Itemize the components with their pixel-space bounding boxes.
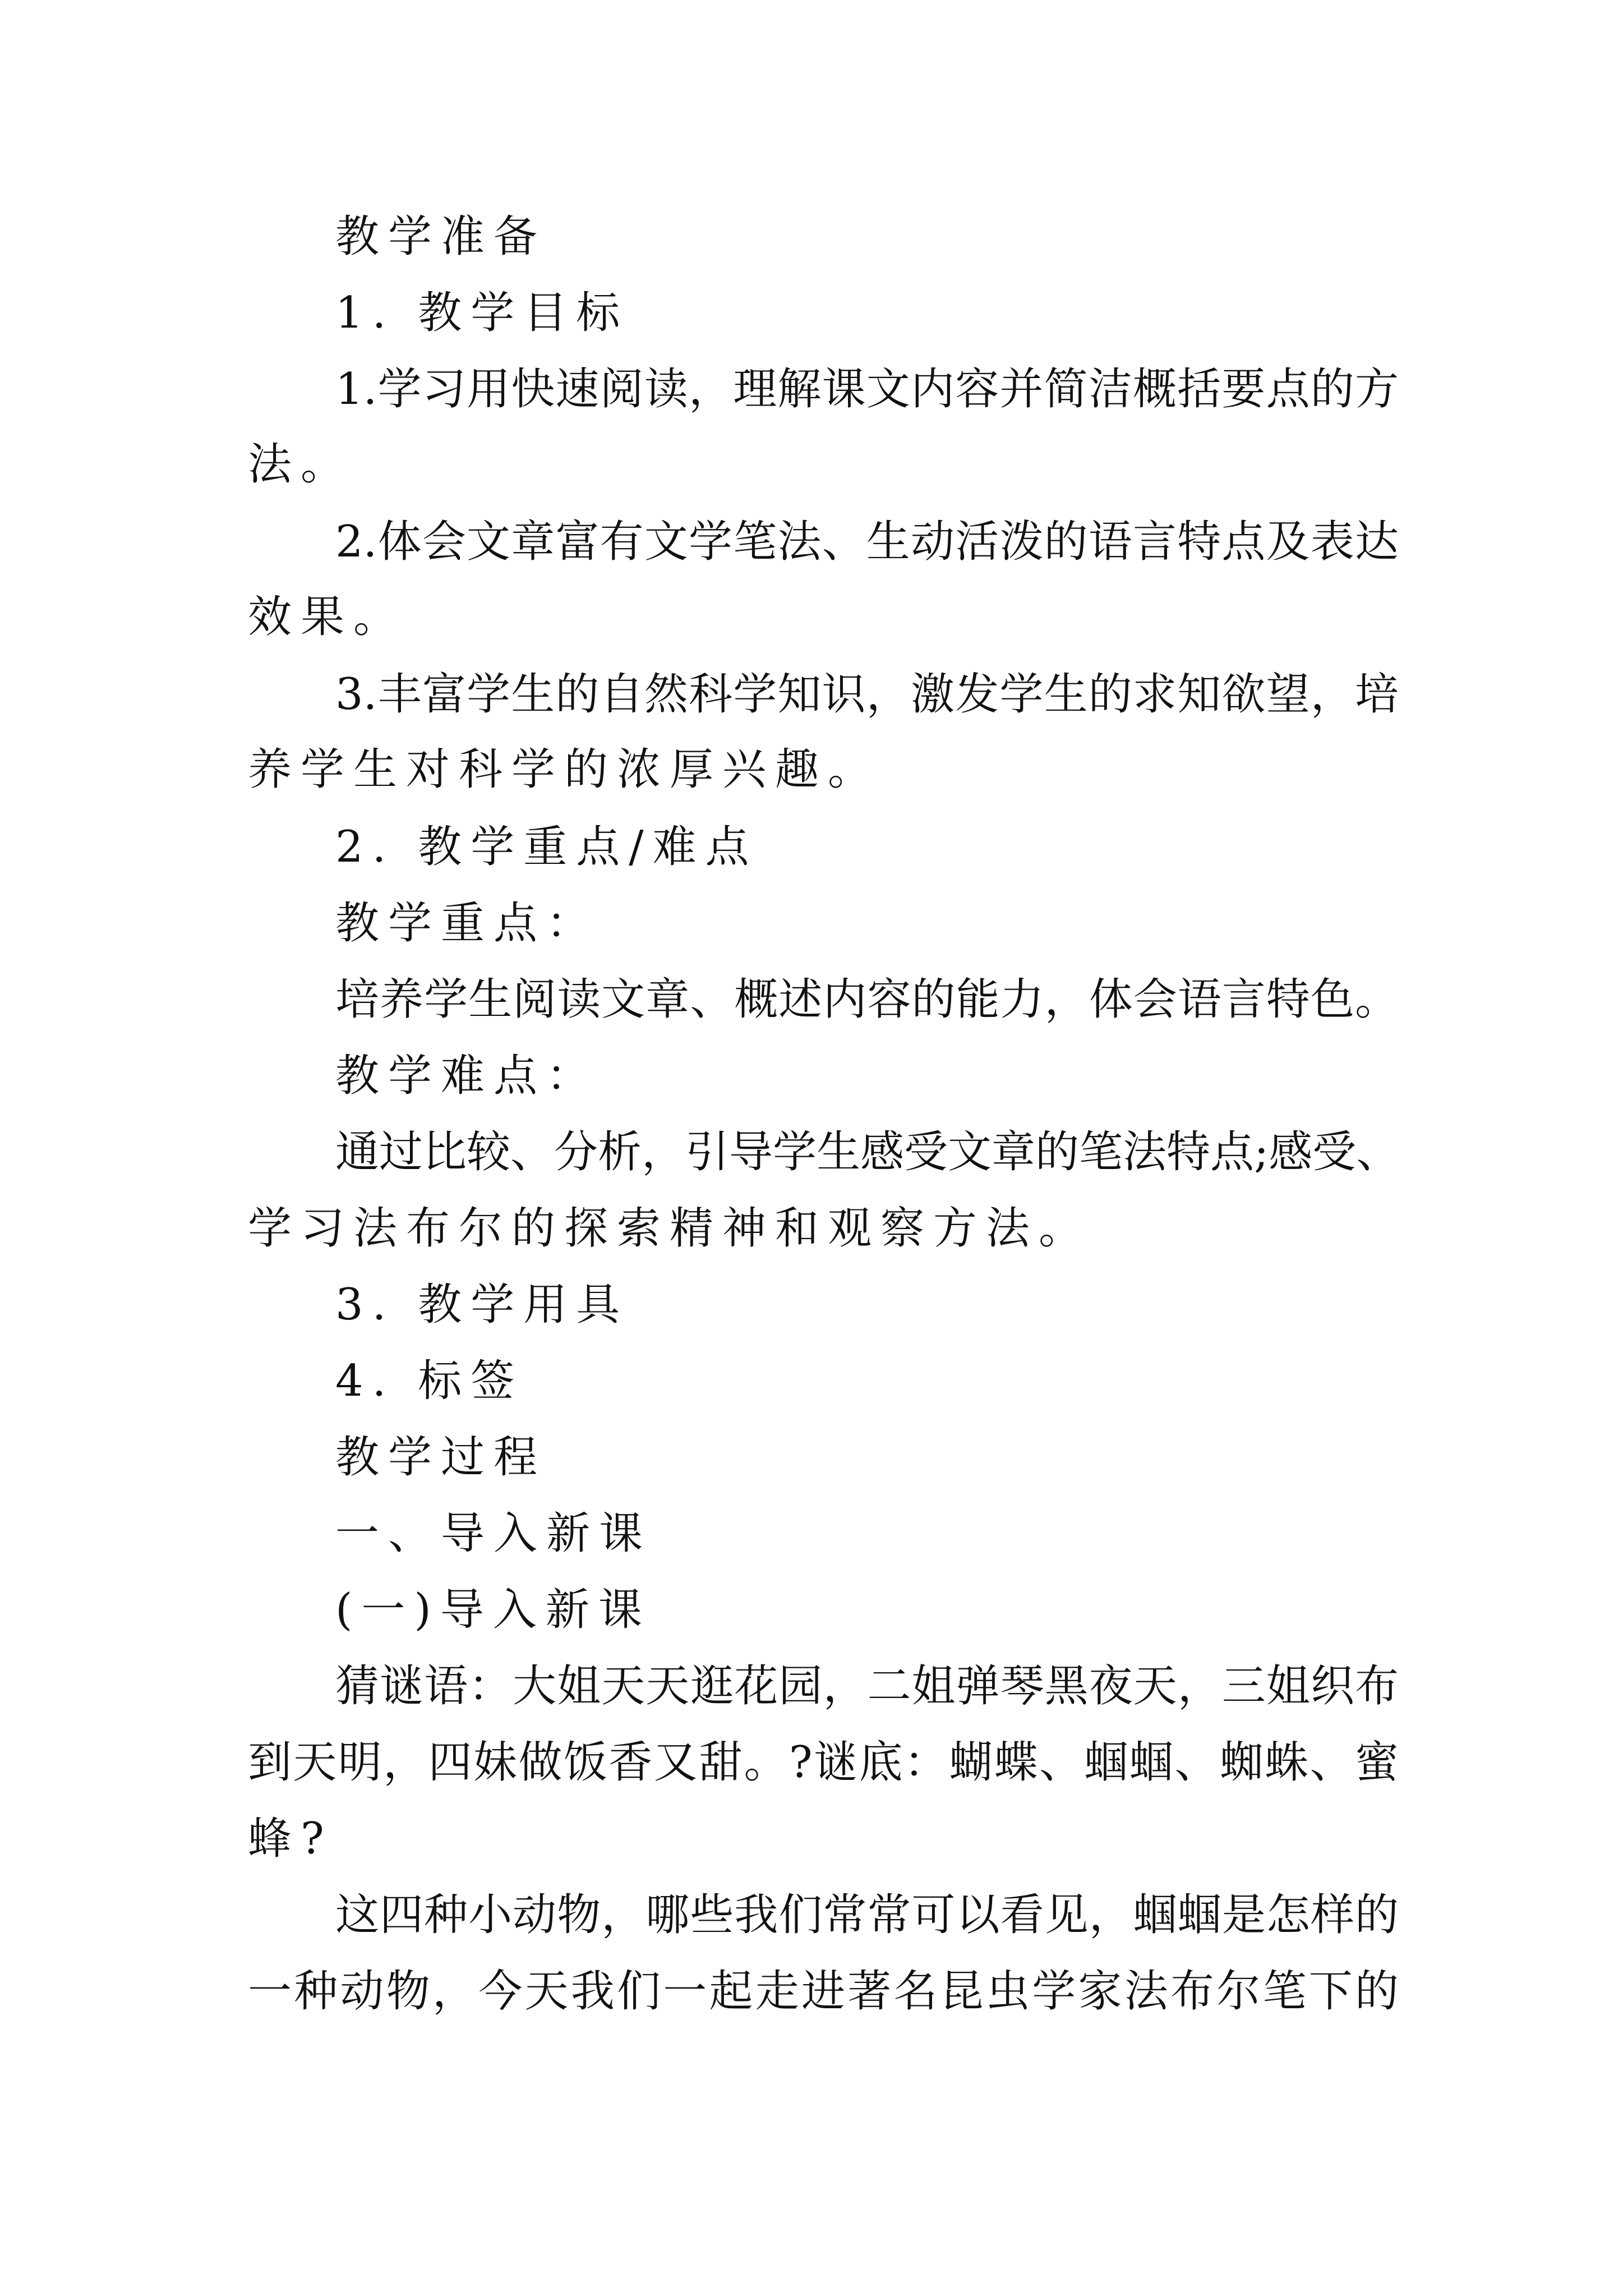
- riddle-line-1: 猜谜语：大姐天天逛花园，二姐弹琴黑夜天，三姐织布: [335, 1661, 1399, 1711]
- intro-line-2: 一种动物，今天我们一起走进著名昆虫学家法布尔笔下的: [248, 1966, 1399, 2017]
- difficulties-label: 教学难点：: [335, 1051, 600, 1101]
- heading-teaching-process: 教学过程: [335, 1432, 547, 1483]
- part-1-title: 一、导入新课: [335, 1508, 652, 1559]
- riddle-line-2: 到天明，四妹做饭香又甜。?谜底：蝴蝶、蝈蝈、蜘蛛、蜜: [248, 1737, 1399, 1788]
- key-points-text: 培养学生阅读文章、概述内容的能力，体会语言特色。: [335, 974, 1399, 1025]
- goal-3-line-2: 养学生对科学的浓厚兴趣。: [248, 744, 881, 795]
- difficulties-line-1: 通过比较、分析，引导学生感受文章的笔法特点;感受、: [335, 1127, 1400, 1177]
- goal-1-line-1: 1.学习用快速阅读，理解课文内容并简洁概括要点的方: [335, 364, 1399, 415]
- section-4-title: 4. 标签: [335, 1356, 524, 1406]
- goal-3-line-1: 3.丰富学生的自然科学知识，激发学生的求知欲望，培: [335, 669, 1399, 720]
- goal-2-line-1: 2.体会文章富有文学笔法、生动活泼的语言特点及表达: [335, 517, 1399, 567]
- intro-line-1: 这四种小动物，哪些我们常常可以看见，蝈蝈是怎样的: [335, 1890, 1399, 1940]
- heading-teaching-prep: 教学准备: [335, 211, 547, 262]
- difficulties-line-2: 学习法布尔的探索精神和观察方法。: [248, 1203, 1092, 1254]
- section-1-title: 1. 教学目标: [335, 288, 629, 338]
- section-2-title: 2. 教学重点/难点: [335, 822, 758, 872]
- key-points-label: 教学重点：: [335, 898, 600, 949]
- goal-2-line-2: 效果。: [248, 592, 407, 642]
- goal-1-line-2: 法。: [248, 439, 354, 490]
- section-3-title: 3. 教学用具: [335, 1280, 629, 1330]
- riddle-line-3: 蜂?: [248, 1814, 333, 1864]
- part-1-subtitle: (一)导入新课: [335, 1585, 651, 1635]
